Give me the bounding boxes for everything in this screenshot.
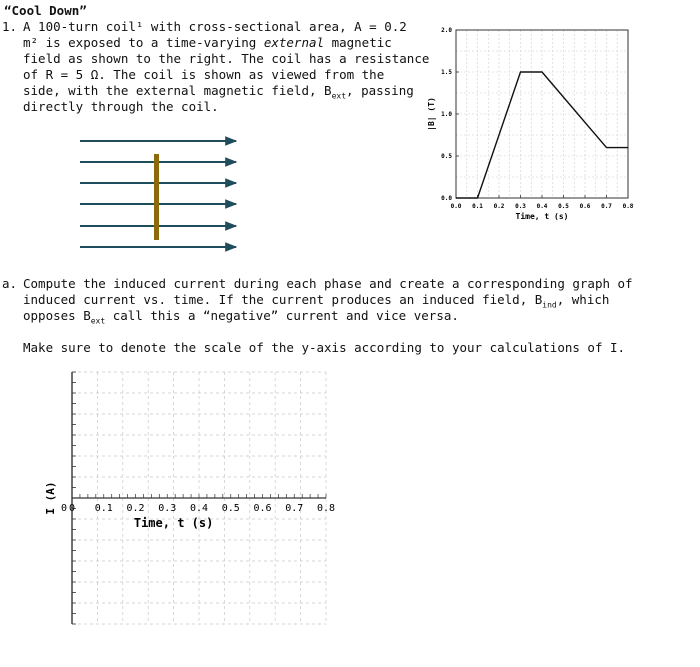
problem-line-6 <box>23 99 219 115</box>
b-field-graph <box>420 20 640 230</box>
problem-line-5b: , passing <box>346 83 414 98</box>
y-tick-label: 1.5 <box>441 69 452 76</box>
x-tick-label: 0.5 <box>221 503 240 514</box>
x-tick-label: 0.6 <box>253 503 272 514</box>
problem-line-2a: m² is exposed to a time-varying <box>23 35 264 50</box>
part-a-line-3a: opposes B <box>23 308 91 323</box>
problem-line-4 <box>23 67 384 83</box>
part-a-line-3b: call this a “negative” current and vice versa. <box>105 308 459 323</box>
x-axis-label: Time, t (s) <box>515 212 569 221</box>
x-tick-label: 0.8 <box>316 503 336 514</box>
x-tick-label: 0.0 <box>450 203 462 210</box>
problem-line-2 <box>23 35 392 51</box>
problem-title: “Cool Down” <box>4 3 87 18</box>
part-a-line-2a: induced current vs. time. If the current produces an induced field, B <box>23 292 543 307</box>
x-tick-label: 0.7 <box>285 503 304 514</box>
x-tick-label: 0.7 <box>601 203 612 210</box>
part-a-line-3 <box>23 308 459 330</box>
y-tick-label: 2.0 <box>441 27 452 34</box>
x-tick-label: 0.2 <box>126 503 145 514</box>
problem-line-3 <box>23 51 429 67</box>
problem-line-1 <box>23 19 407 35</box>
y-tick-label: 0.0 <box>441 195 452 202</box>
problem-number: 1. <box>2 19 18 34</box>
problem-line-4-text: of R = 5 Ω. The coil is shown as viewed from the <box>23 67 385 82</box>
x-tick-label: 0 <box>68 503 76 514</box>
coil-diagram <box>70 128 250 258</box>
current-graph <box>40 362 340 632</box>
x-axis-label: Time, t (s) <box>133 516 214 530</box>
coil <box>154 154 159 240</box>
y-axis-label: |B| (T) <box>427 97 436 131</box>
problem-line-3-text: field as shown to the right. The coil has a resistance <box>23 51 430 66</box>
x-tick-label: 0 <box>60 503 68 514</box>
y-tick-label: 0.5 <box>441 153 452 160</box>
problem-line-1-text: A 100-turn coil¹ with cross-sectional area, A = 0.2 <box>23 19 407 34</box>
y-axis-label: I (A) <box>44 481 57 515</box>
x-tick-label: 0.2 <box>493 203 505 210</box>
part-a-line-1: Compute the induced current during each phase and create a corresponding graph of <box>23 276 633 291</box>
x-tick-label: 0.4 <box>189 503 209 514</box>
instruction-text: Make sure to denote the scale of the y-axis according to your calculations of I. <box>23 340 626 355</box>
problem-line-2b: magnetic <box>324 35 392 50</box>
problem-line-5a: side, with the external magnetic field, B <box>23 83 332 98</box>
part-a-line-2-sub: ind <box>542 300 557 310</box>
x-tick-label: 0.8 <box>622 203 634 210</box>
problem-line-5-sub: ext <box>331 91 347 101</box>
part-a-line-2b: , which <box>556 292 610 307</box>
x-tick-label: 0.5 <box>558 203 569 210</box>
x-tick-label: 0.3 <box>515 203 526 210</box>
x-tick-label: 0.3 <box>158 503 177 514</box>
problem-line-2-italic: external <box>263 35 325 50</box>
problem-line-6-text: directly through the coil. <box>23 99 219 114</box>
part-a-label: a. <box>2 276 18 291</box>
x-tick-label: 0.6 <box>579 203 591 210</box>
x-tick-label: 0.4 <box>536 203 548 210</box>
x-tick-label: 0.1 <box>472 203 483 210</box>
x-tick-label: 0.1 <box>94 503 113 514</box>
part-a-line-3-sub: ext <box>90 316 106 326</box>
y-tick-label: 1.0 <box>441 111 452 118</box>
